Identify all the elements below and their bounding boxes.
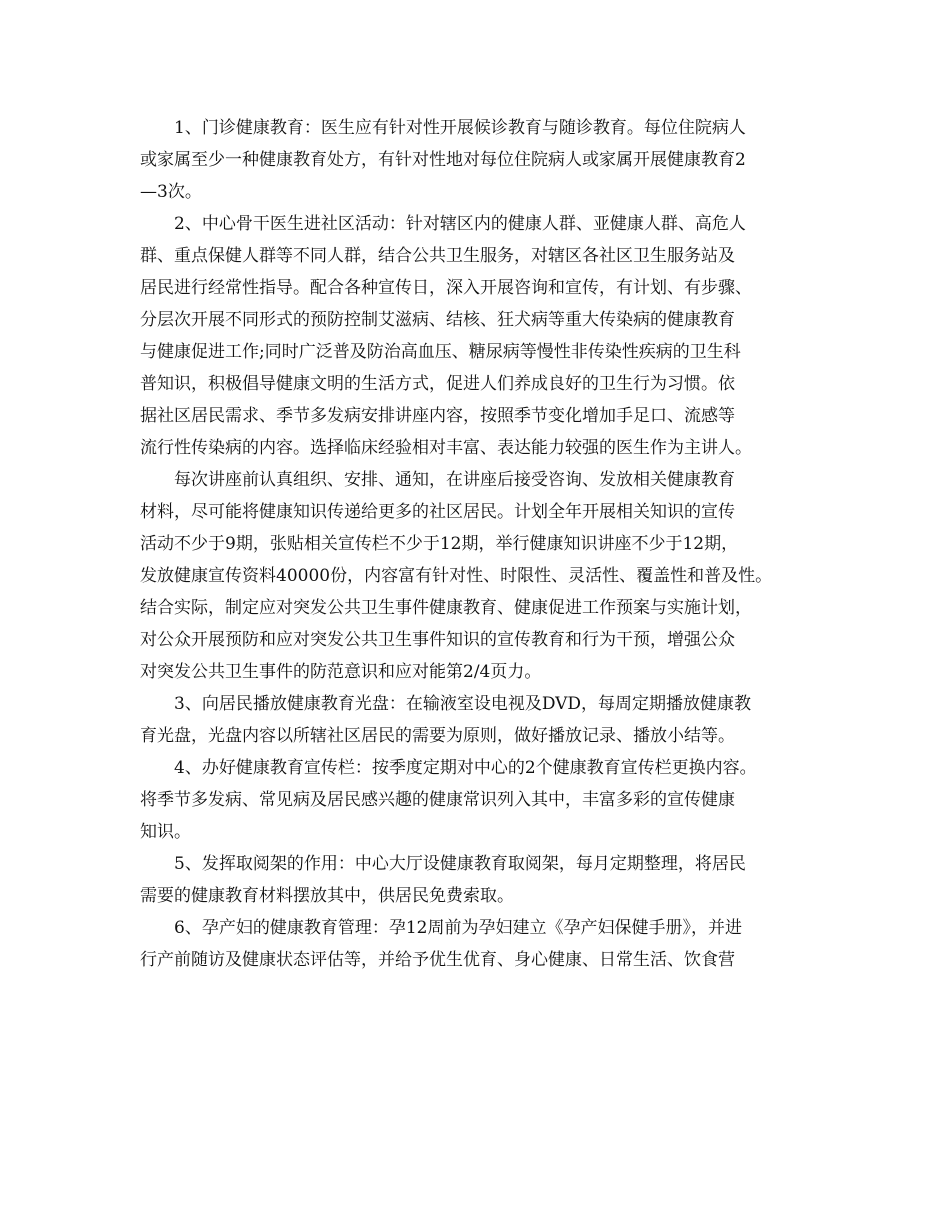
text-line: 知识。 <box>140 822 191 842</box>
text-line: 活动不少于9期，张贴相关宣传栏不少于12期，举行健康知识讲座不少于12期， <box>140 534 739 554</box>
text-line: 发放健康宣传资料40000份，内容富有针对性、时限性、灵活性、覆盖性和普及性。 <box>140 566 773 586</box>
text-line: 4、办好健康教育宣传栏：按季度定期对中心的2个健康教育宣传栏更换内容。 <box>174 758 757 778</box>
text-line: 居民进行经常性指导。配合各种宣传日，深入开展咨询和宣传，有计划、有步骤、 <box>140 278 752 298</box>
text-line: 需要的健康教育材料摆放其中，供居民免费索取。 <box>140 886 514 906</box>
text-line: 6、孕产妇的健康教育管理：孕12周前为孕妇建立《孕产妇保健手册》，并进 <box>174 918 742 938</box>
text-line: —3次。 <box>140 182 202 202</box>
text-line: 3、向居民播放健康教育光盘：在输液室设电视及DVD，每周定期播放健康教 <box>174 694 752 714</box>
text-line: 5、发挥取阅架的作用：中心大厅设健康教育取阅架，每月定期整理，将居民 <box>174 854 746 874</box>
text-line: 与健康促进工作;同时广泛普及防治高血压、糖尿病等慢性非传染性疾病的卫生科 <box>140 342 741 362</box>
text-line: 分层次开展不同形式的预防控制艾滋病、结核、狂犬病等重大传染病的健康教育 <box>140 310 735 330</box>
document-body <box>140 112 820 976</box>
text-line: 对突发公共卫生事件的防范意识和应对能第2/4页力。 <box>140 662 542 682</box>
text-line: 据社区居民需求、季节多发病安排讲座内容，按照季节变化增加手足口、流感等 <box>140 406 735 426</box>
text-line: 行产前随访及健康状态评估等，并给予优生优育、身心健康、日常生活、饮食营 <box>140 950 735 970</box>
text-line: 或家属至少一种健康教育处方，有针对性地对每位住院病人或家属开展健康教育2 <box>140 150 746 170</box>
text-line: 对公众开展预防和应对突发公共卫生事件知识的宣传教育和行为干预，增强公众 <box>140 630 735 650</box>
text-line: 育光盘，光盘内容以所辖社区居民的需要为原则，做好播放记录、播放小结等。 <box>140 726 735 746</box>
text-line: 流行性传染病的内容。选择临床经验相对丰富、表达能力较强的医生作为主讲人。 <box>140 438 752 458</box>
text-line: 普知识，积极倡导健康文明的生活方式，促进人们养成良好的卫生行为习惯。依 <box>140 374 735 394</box>
text-line: 结合实际，制定应对突发公共卫生事件健康教育、健康促进工作预案与实施计划， <box>140 598 752 618</box>
text-line: 材料，尽可能将健康知识传递给更多的社区居民。计划全年开展相关知识的宣传 <box>140 502 735 522</box>
text-line: 2、中心骨干医生进社区活动：针对辖区内的健康人群、亚健康人群、高危人 <box>174 214 746 234</box>
text-line: 每次讲座前认真组织、安排、通知，在讲座后接受咨询、发放相关健康教育 <box>174 470 735 490</box>
text-line: 1、门诊健康教育：医生应有针对性开展候诊教育与随诊教育。每位住院病人 <box>174 118 746 138</box>
text-line: 将季节多发病、常见病及居民感兴趣的健康常识列入其中，丰富多彩的宣传健康 <box>140 790 735 810</box>
text-line: 群、重点保健人群等不同人群，结合公共卫生服务，对辖区各社区卫生服务站及 <box>140 246 735 266</box>
